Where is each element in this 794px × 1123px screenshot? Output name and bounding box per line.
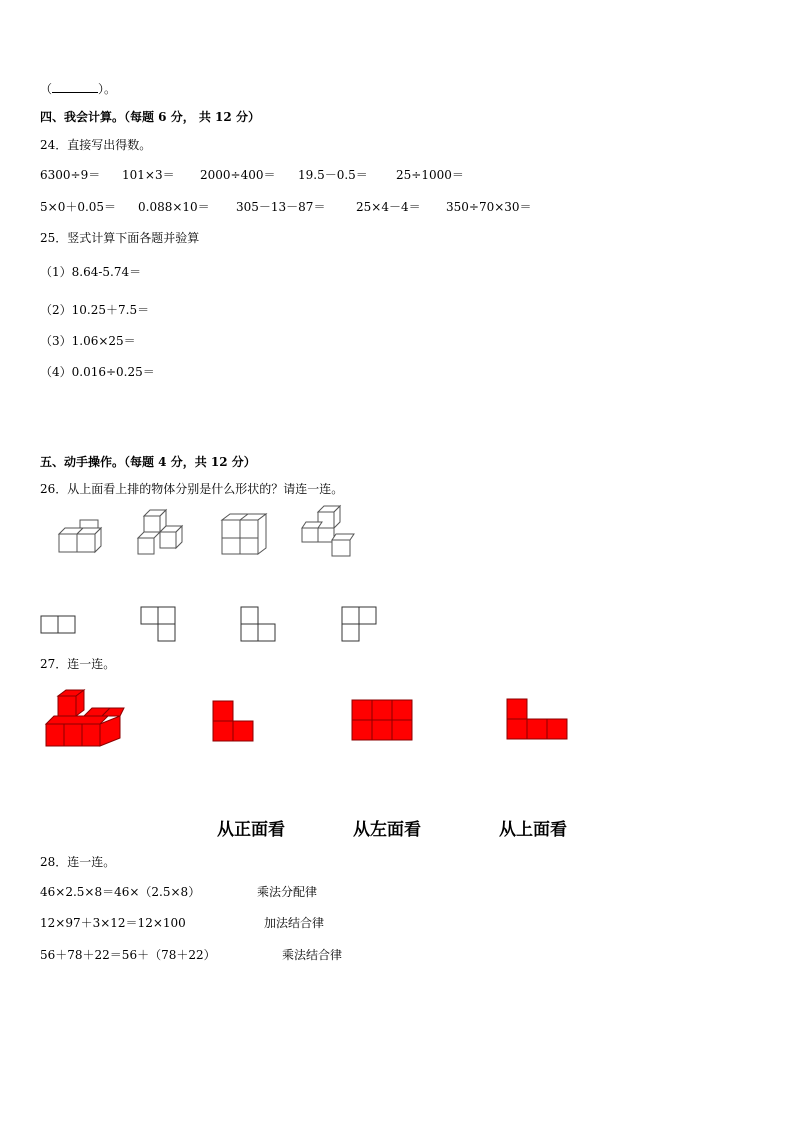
q24-r2-c5: 350÷70×30＝ (446, 200, 532, 214)
q28-left-2[interactable]: 12×97＋3×12＝12×100 (40, 916, 186, 930)
q26-view-2[interactable] (140, 606, 176, 642)
q28-label: 28．连一连。 (40, 855, 116, 869)
bracket-open: （ (40, 82, 53, 96)
q24-r1-c1: 6300÷9＝ (40, 168, 101, 182)
bracket-close: ）。 (98, 82, 117, 96)
q28-right-1[interactable]: 乘法分配律 (257, 885, 318, 899)
q26-object-4[interactable] (300, 504, 356, 558)
q24-r2-c3: 305－13－87＝ (236, 200, 326, 214)
q25-item-3: （3）1.06×25＝ (40, 334, 136, 348)
q27-red-view-2[interactable] (351, 699, 413, 741)
answer-blank[interactable] (52, 82, 98, 93)
q27-view-label-left: 从左面看 (353, 820, 421, 840)
q28-left-3[interactable]: 56＋78＋22＝56＋（78＋22） (40, 948, 216, 962)
q24-r2-c4: 25×4－4＝ (356, 200, 421, 214)
q25-item-1: （1）8.64-5.74＝ (40, 265, 142, 279)
q28-right-3[interactable]: 乘法结合律 (282, 948, 343, 962)
q25-item-4: （4）0.016÷0.25＝ (40, 365, 155, 379)
q26-object-3[interactable] (220, 512, 268, 558)
section-4-title: 四、我会计算。（每题 6 分， 共 12 分） (40, 110, 260, 124)
q27-label: 27．连一连。 (40, 657, 116, 671)
q26-label: 26．从上面看上排的物体分别是什么形状的？请连一连。 (40, 482, 344, 496)
q24-r1-c2: 101×3＝ (122, 168, 175, 182)
q26-view-4[interactable] (341, 606, 377, 642)
q26-object-1[interactable] (56, 520, 106, 560)
q24-r1-c4: 19.5－0.5＝ (298, 168, 368, 182)
q26-view-3[interactable] (240, 606, 276, 642)
answer-blank-line (40, 82, 116, 96)
q27-red-view-1[interactable] (212, 700, 256, 744)
q24-r1-c3: 2000÷400＝ (200, 168, 276, 182)
q24-r2-c2: 0.088×10＝ (138, 200, 210, 214)
q27-red-view-3[interactable] (506, 698, 568, 740)
q24-label: 24．直接写出得数。 (40, 138, 152, 152)
q28-left-1[interactable]: 46×2.5×8＝46×（2.5×8） (40, 885, 201, 899)
q24-r2-c1: 5×0＋0.05＝ (40, 200, 117, 214)
q26-object-2[interactable] (136, 508, 192, 560)
q25-label: 25．竖式计算下面各题并验算 (40, 231, 200, 245)
q28-right-2[interactable]: 加法结合律 (264, 916, 325, 930)
q27-view-label-top: 从上面看 (499, 820, 567, 840)
section-5-title: 五、动手操作。（每题 4 分，共 12 分） (40, 455, 256, 469)
q24-r1-c5: 25÷1000＝ (396, 168, 464, 182)
q25-item-2: （2）10.25＋7.5＝ (40, 303, 150, 317)
q27-red-solid[interactable] (44, 688, 126, 748)
q27-view-label-front: 从正面看 (217, 820, 285, 840)
q26-view-1[interactable] (40, 615, 76, 635)
